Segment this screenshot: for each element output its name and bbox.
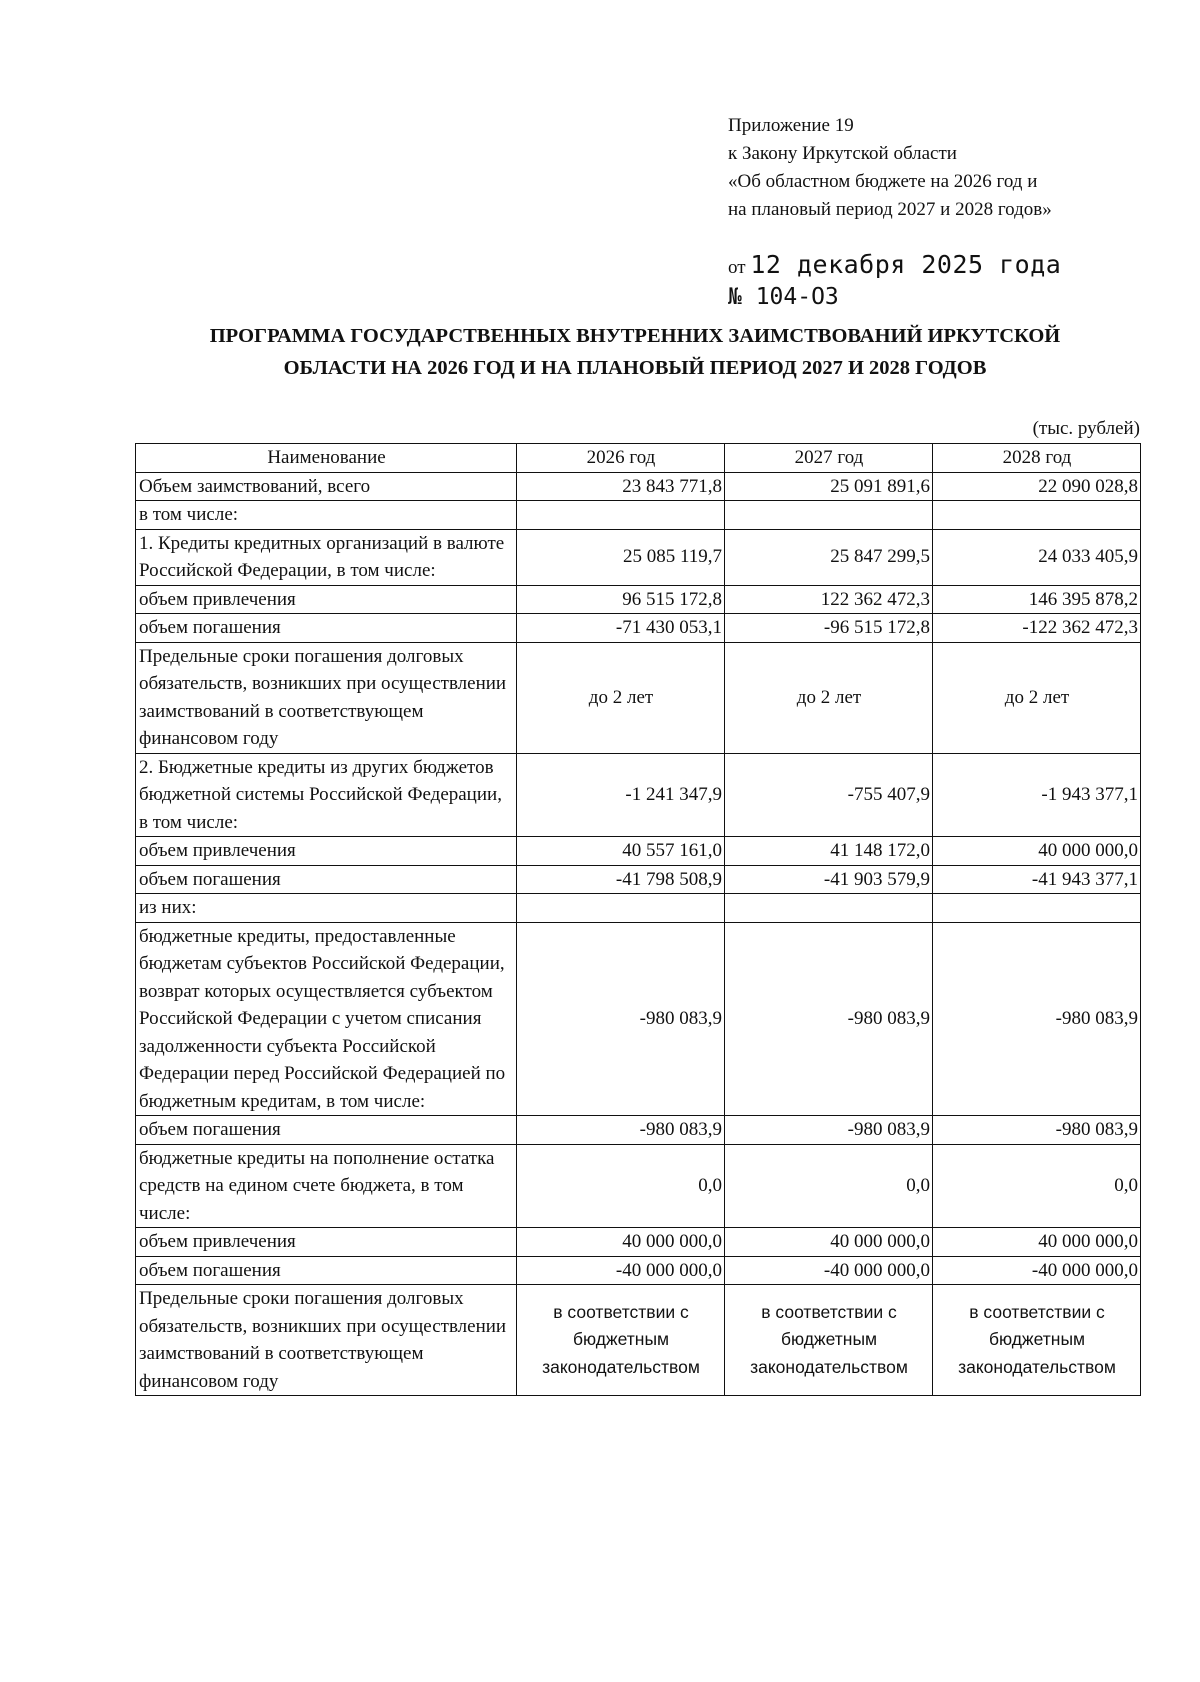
law-number: № 104-ОЗ: [728, 284, 839, 310]
cell-2026: -71 430 053,1: [517, 614, 725, 643]
row-name: бюджетные кредиты на пополнение остатка средств на едином счете бюджета, в том числе:: [136, 1144, 517, 1228]
table-row: [136, 472, 1141, 501]
cell-2027: [725, 894, 933, 923]
table-row: [136, 529, 1141, 585]
cell-2026: 0,0: [517, 1144, 725, 1228]
row-name: 2. Бюджетные кредиты из других бюджетов бюджетной системы Российской Федерации, в том числе:: [136, 753, 517, 837]
date-prefix: от: [728, 257, 746, 278]
date-value: 12 декабря 2025 года: [750, 250, 1062, 279]
table-row: [136, 1116, 1141, 1145]
row-name: объем погашения: [136, 865, 517, 894]
cell-2028: в соответствии с бюджетным законодательством: [933, 1285, 1141, 1396]
cell-2028: -1 943 377,1: [933, 753, 1141, 837]
cell-2026: до 2 лет: [517, 642, 725, 753]
cell-2027: -980 083,9: [725, 922, 933, 1116]
document-title: [140, 320, 1130, 384]
row-name: объем погашения: [136, 1116, 517, 1145]
cell-2027: -980 083,9: [725, 1116, 933, 1145]
cell-2027: в соответствии с бюджетным законодательством: [725, 1285, 933, 1396]
cell-2026: 40 000 000,0: [517, 1228, 725, 1257]
table-row: [136, 753, 1141, 837]
cell-2028: [933, 894, 1141, 923]
row-name: объем погашения: [136, 1256, 517, 1285]
table-row: [136, 922, 1141, 1116]
table-row: [136, 1144, 1141, 1228]
row-name: в том числе:: [136, 501, 517, 530]
cell-2027: 25 847 299,5: [725, 529, 933, 585]
row-name: Предельные сроки погашения долговых обязательств, возникших при осуществлении заимствований в соответствующем финансовом году: [136, 642, 517, 753]
table-row: [136, 1256, 1141, 1285]
row-name: Объем заимствований, всего: [136, 472, 517, 501]
cell-2027: 0,0: [725, 1144, 933, 1228]
cell-2027: 40 000 000,0: [725, 1228, 933, 1257]
row-name: из них:: [136, 894, 517, 923]
row-name: объем погашения: [136, 614, 517, 643]
cell-2027: -40 000 000,0: [725, 1256, 933, 1285]
table-header-row: [136, 444, 1141, 473]
title-line: ОБЛАСТИ НА 2026 ГОД И НА ПЛАНОВЫЙ ПЕРИОД 2027 И 2028 ГОДОВ: [283, 357, 987, 379]
table-row: [136, 585, 1141, 614]
appendix-line: Приложение 19: [728, 115, 854, 136]
table-row: [136, 894, 1141, 923]
cell-2026: 96 515 172,8: [517, 585, 725, 614]
table-row: [136, 1228, 1141, 1257]
header-2026: 2026 год: [517, 444, 725, 473]
cell-2026: 40 557 161,0: [517, 837, 725, 866]
row-name: бюджетные кредиты, предоставленные бюджетам субъектов Российской Федерации, возврат которых осуществляется субъектом Российской Федерации с учетом списания задолженности субъекта Российской Федерации перед Российской Федерацией по бюджетным кредитам, в том числе:: [136, 922, 517, 1116]
cell-2026: -1 241 347,9: [517, 753, 725, 837]
table-row: [136, 642, 1141, 753]
cell-2028: до 2 лет: [933, 642, 1141, 753]
borrowing-program-table: [135, 443, 1141, 1396]
cell-2028: -980 083,9: [933, 922, 1141, 1116]
cell-2026: [517, 894, 725, 923]
cell-2027: 122 362 472,3: [725, 585, 933, 614]
cell-2026: 25 085 119,7: [517, 529, 725, 585]
cell-2026: -980 083,9: [517, 922, 725, 1116]
header-2027: 2027 год: [725, 444, 933, 473]
table-row: [136, 837, 1141, 866]
cell-2027: -41 903 579,9: [725, 865, 933, 894]
cell-2027: -96 515 172,8: [725, 614, 933, 643]
row-name: объем привлечения: [136, 837, 517, 866]
row-name: 1. Кредиты кредитных организаций в валюте Российской Федерации, в том числе:: [136, 529, 517, 585]
header-name: Наименование: [136, 444, 517, 473]
appendix-line: «Об областном бюджете на 2026 год и: [728, 171, 1038, 192]
cell-2028: 40 000 000,0: [933, 837, 1141, 866]
cell-2028: 146 395 878,2: [933, 585, 1141, 614]
cell-2028: -122 362 472,3: [933, 614, 1141, 643]
cell-2028: 0,0: [933, 1144, 1141, 1228]
cell-2028: 24 033 405,9: [933, 529, 1141, 585]
cell-2026: в соответствии с бюджетным законодательством: [517, 1285, 725, 1396]
cell-2026: -980 083,9: [517, 1116, 725, 1145]
law-date: [728, 250, 1061, 283]
appendix-line: к Закону Иркутской области: [728, 143, 957, 164]
row-name: объем привлечения: [136, 585, 517, 614]
cell-2028: [933, 501, 1141, 530]
cell-2027: 25 091 891,6: [725, 472, 933, 501]
table-row: [136, 1285, 1141, 1396]
cell-2026: [517, 501, 725, 530]
cell-2028: 40 000 000,0: [933, 1228, 1141, 1257]
header-2028: 2028 год: [933, 444, 1141, 473]
cell-2027: 41 148 172,0: [725, 837, 933, 866]
cell-2026: -41 798 508,9: [517, 865, 725, 894]
table-row: [136, 865, 1141, 894]
cell-2028: 22 090 028,8: [933, 472, 1141, 501]
row-name: объем привлечения: [136, 1228, 517, 1257]
cell-2026: 23 843 771,8: [517, 472, 725, 501]
cell-2028: -980 083,9: [933, 1116, 1141, 1145]
cell-2027: -755 407,9: [725, 753, 933, 837]
cell-2028: -40 000 000,0: [933, 1256, 1141, 1285]
appendix-line: на плановый период 2027 и 2028 годов»: [728, 199, 1052, 220]
table-row: [136, 501, 1141, 530]
appendix-block: [728, 112, 1052, 224]
row-name: Предельные сроки погашения долговых обязательств, возникших при осуществлении заимствований в соответствующем финансовом году: [136, 1285, 517, 1396]
cell-2028: -41 943 377,1: [933, 865, 1141, 894]
title-line: ПРОГРАММА ГОСУДАРСТВЕННЫХ ВНУТРЕННИХ ЗАИМСТВОВАНИЙ ИРКУТСКОЙ: [209, 325, 1061, 347]
cell-2027: [725, 501, 933, 530]
units-label: (тыс. рублей): [1032, 418, 1140, 439]
cell-2027: до 2 лет: [725, 642, 933, 753]
cell-2026: -40 000 000,0: [517, 1256, 725, 1285]
table-row: [136, 614, 1141, 643]
